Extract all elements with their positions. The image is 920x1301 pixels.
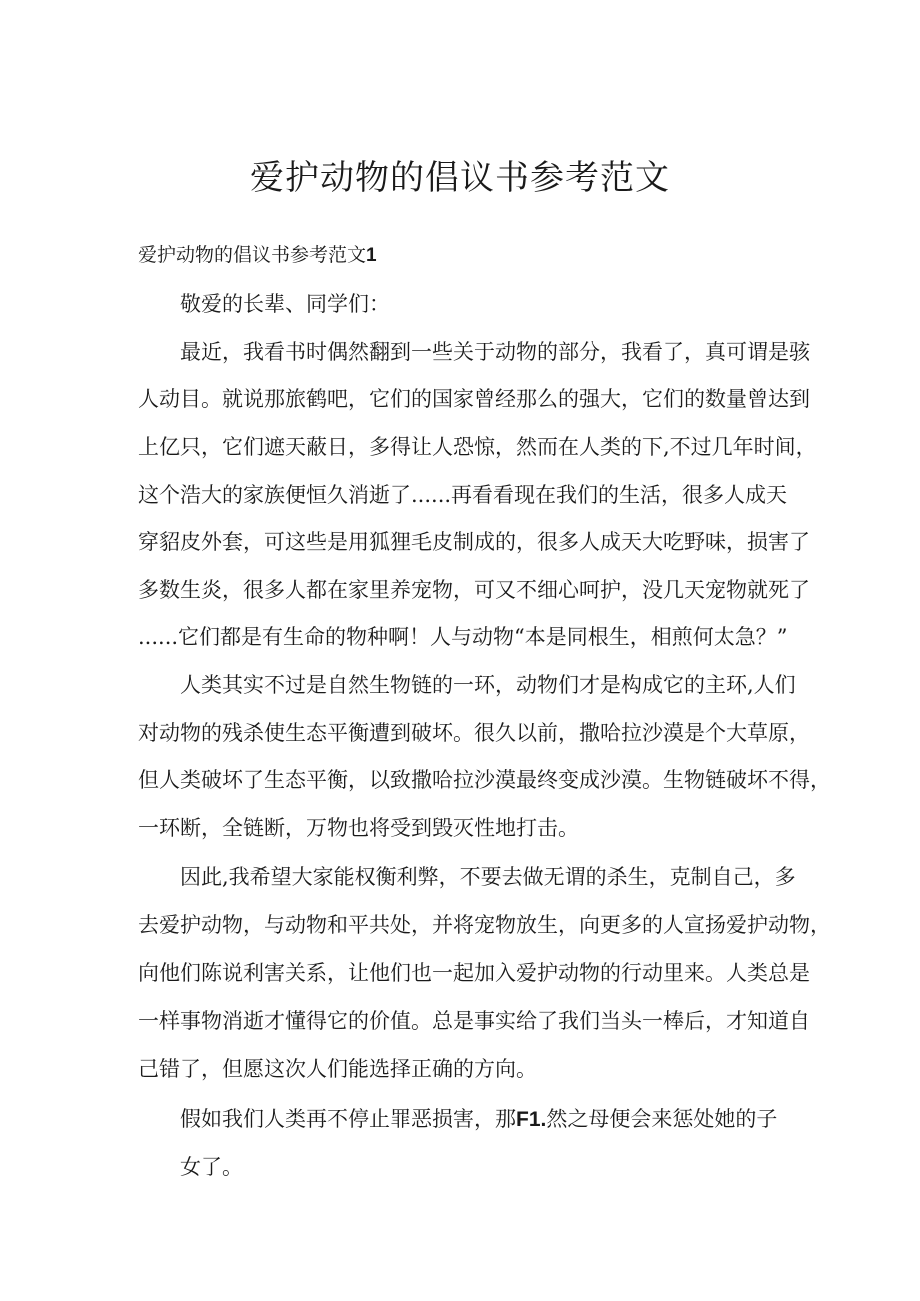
paragraph-3-line: 己错了，但愿这次人们能选择正确的方向。 [138,1057,537,1081]
paragraph-2-line: 对动物的残杀使生态平衡遭到破坏。很久以前，撒哈拉沙漠是个大草原， [138,721,810,745]
paragraph-2-line: 人类其实不过是自然生物链的一环，动物们才是构成它的主环,人们 [180,673,796,697]
document-title: 爱护动物的倡议书参考范文 [250,158,670,198]
paragraph-1-line: 多数生炎，很多人都在家里养宠物，可又不细心呵护，没几天宠物就死了 [138,578,810,602]
paragraph-2-line: 一环断，全链断，万物也将受到毁灭性地打击。 [138,816,579,840]
subtitle-text: 爱护动物的倡议书参考范文 [138,244,367,266]
paragraph-3-line: 一样事物消逝才懂得它的价值。总是事实给了我们当头一棒后，才知道自 [138,1009,810,1033]
greeting: 敬爱的长辈、同学们： [180,292,390,316]
paragraph-4-line: 女了。 [180,1155,243,1179]
paragraph-4-bold: F1. [516,1108,547,1131]
paragraph-4-text: 假如我们人类再不停止罪恶损害，那 [180,1107,516,1131]
paragraph-3-line: 因此,我希望大家能权衡利弊，不要去做无谓的杀生，克制自己，多 [180,865,796,889]
paragraph-1-line: ......它们都是有生命的物种啊！人与动物“本是同根生，相煎何太急？” [138,625,788,649]
subtitle-number: 1 [366,245,377,266]
paragraph-1-line: 上亿只，它们遮天蔽日，多得让人恐惊，然而在人类的下,不过几年时间， [138,435,817,459]
paragraph-1-line: 穿貂皮外套，可这些是用狐狸毛皮制成的，很多人成天大吃野味，损害了 [138,530,810,554]
paragraph-1-line: 人动目。就说那旅鹤吧，它们的国家曾经那么的强大，它们的数量曾达到 [138,387,810,411]
paragraph-4-line [180,1104,777,1135]
paragraph-2-line: 但人类破坏了生态平衡，以致撒哈拉沙漠最终变成沙漠。生物链破坏不得， [138,768,831,792]
paragraph-1-line: 最近，我看书时偶然翻到一些关于动物的部分，我看了，真可谓是骇 [180,340,810,364]
paragraph-3-line: 向他们陈说利害关系，让他们也一起加入爱护动物的行动里来。人类总是 [138,961,810,985]
paragraph-3-line: 去爱护动物，与动物和平共处，并将宠物放生，向更多的人宣扬爱护动物， [138,913,831,937]
paragraph-1-line: 这个浩大的家族便恒久消逝了......再看看现在我们的生活，很多人成天 [138,483,788,507]
paragraph-4-text: 然之母便会来惩处她的子 [546,1107,778,1131]
document-subtitle [138,240,377,271]
